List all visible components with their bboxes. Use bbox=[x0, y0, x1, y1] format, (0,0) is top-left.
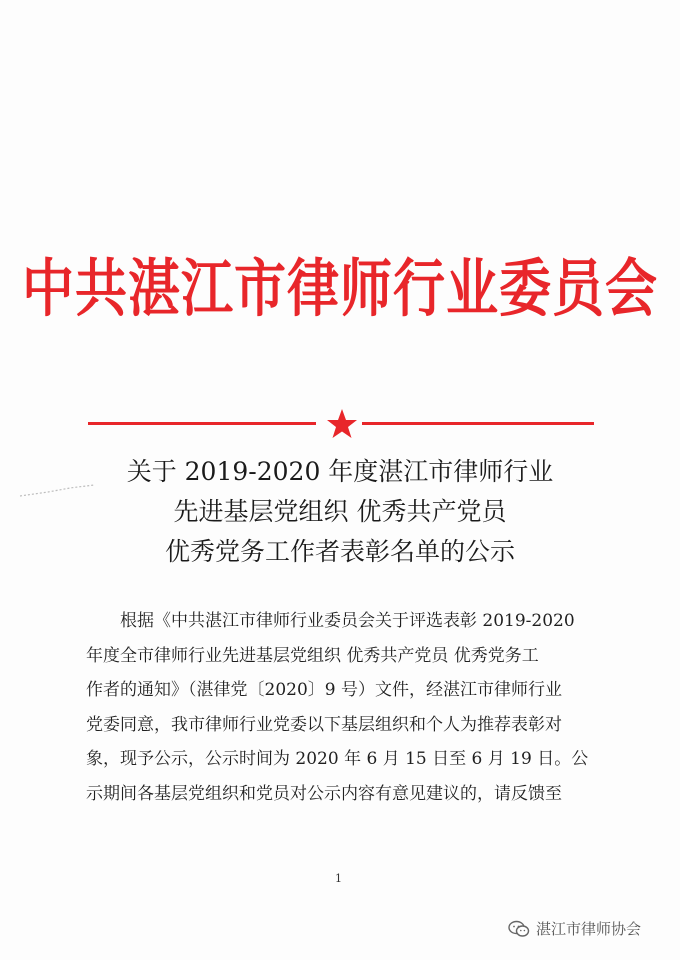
body-line: 年度全市律师行业先进基层党组织 优秀共产党员 优秀党务工 bbox=[86, 645, 539, 666]
page-number: 1 bbox=[335, 872, 342, 885]
body-line: 党委同意，我市律师行业党委以下基层组织和个人为推荐表彰对 bbox=[86, 714, 562, 735]
body-line: 示期间各基层党组织和党员对公示内容有意见建议的，请反馈至 bbox=[86, 783, 562, 804]
divider-left-line bbox=[88, 422, 316, 425]
document-title-line-1: 关于 2019-2020 年度湛江市律师行业 bbox=[126, 457, 554, 486]
watermark-text: 湛江市律师协会 bbox=[536, 920, 642, 938]
red-star-icon bbox=[326, 408, 358, 440]
document-body bbox=[86, 604, 606, 811]
document-title-line-3: 优秀党务工作者表彰名单的公示 bbox=[164, 537, 515, 566]
wechat-watermark bbox=[508, 918, 641, 939]
red-divider bbox=[88, 408, 594, 440]
body-line: 象，现予公示，公示时间为 2020 年 6 月 15 日至 6 月 19 日。公 bbox=[86, 749, 589, 769]
body-line: 作者的通知》（湛律党〔2020〕9 号）文件，经湛江市律师行业 bbox=[86, 680, 562, 700]
body-line: 根据《中共湛江市律师行业委员会关于评选表彰 2019-2020 bbox=[86, 611, 575, 631]
issuing-organization-title: 中共湛江市律师行业委员会 bbox=[21, 253, 658, 326]
document-title-line-2: 先进基层党组织 优秀共产党员 bbox=[173, 497, 507, 526]
wechat-icon bbox=[508, 920, 530, 938]
divider-right-line bbox=[362, 422, 594, 425]
